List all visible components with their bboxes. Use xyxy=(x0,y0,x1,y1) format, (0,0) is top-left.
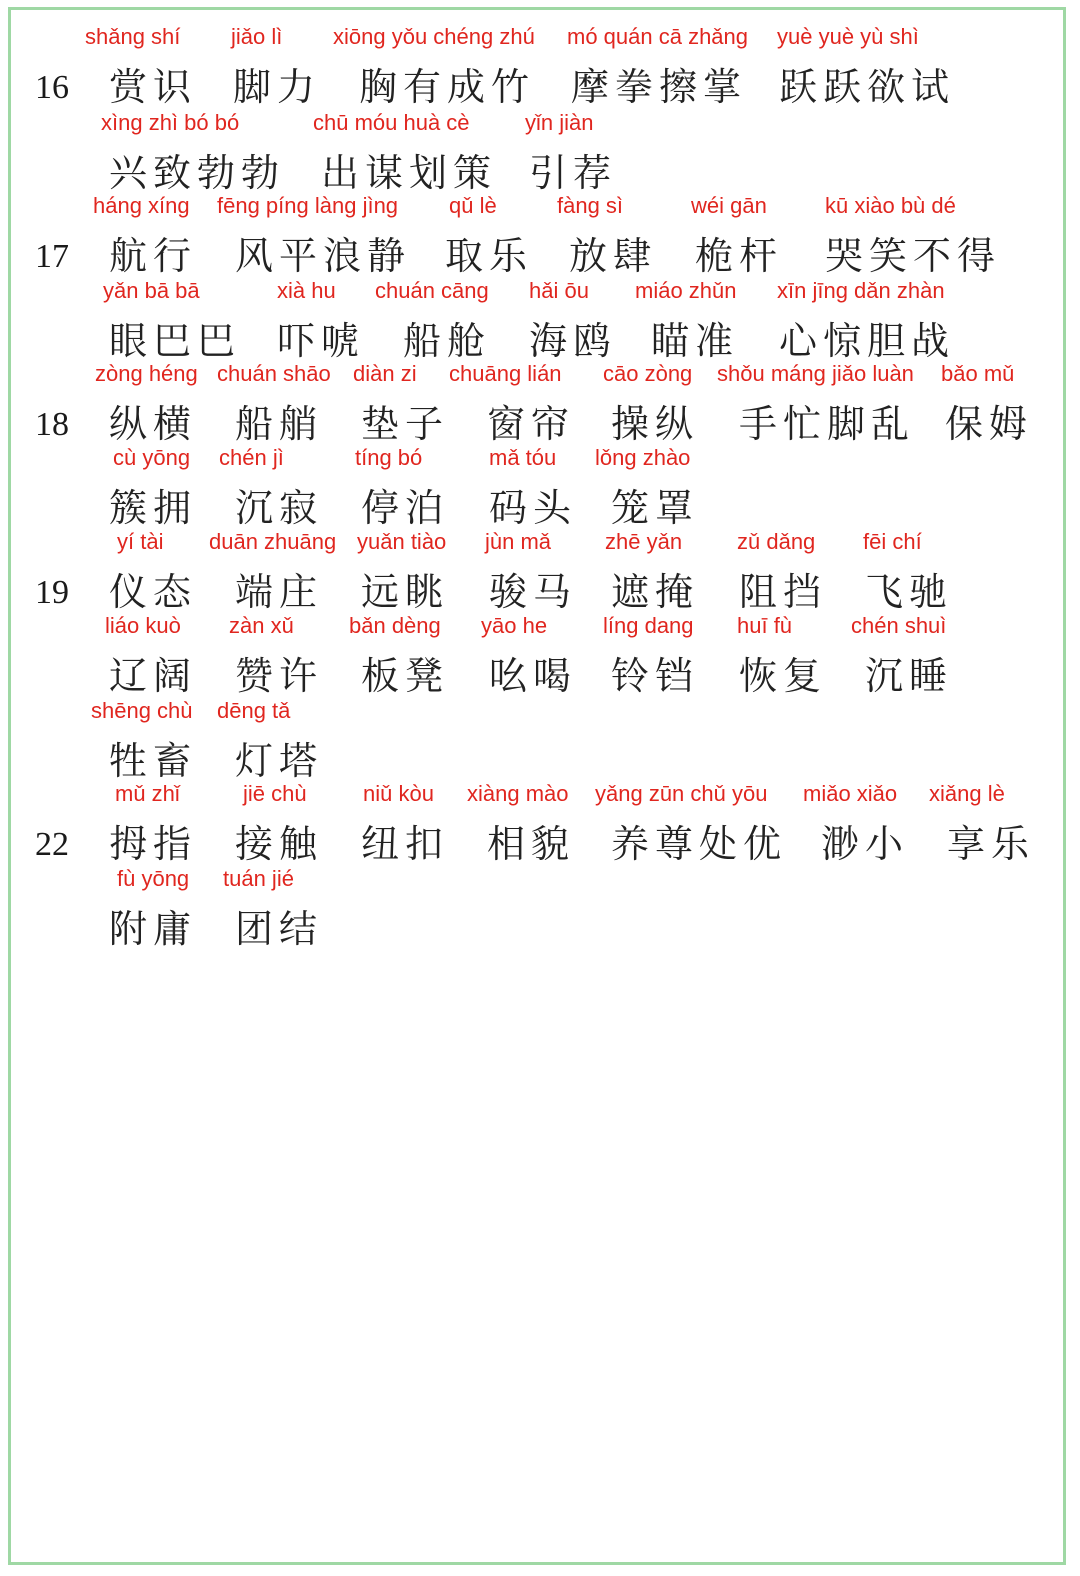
pinyin: kū xiào bù dé xyxy=(825,193,956,218)
hanzi: 跃跃欲试 xyxy=(779,65,956,109)
pinyin: yǐn jiàn xyxy=(525,110,594,135)
lesson-number: 16 xyxy=(35,69,69,106)
hanzi: 拇指 xyxy=(109,822,198,866)
hanzi: 团结 xyxy=(235,907,324,951)
hanzi: 飞驰 xyxy=(865,570,954,614)
pinyin: fàng sì xyxy=(557,193,624,218)
hanzi: 仪态 xyxy=(109,570,198,614)
vocab-row xyxy=(11,445,1063,535)
hanzi: 养尊处优 xyxy=(611,822,788,866)
lesson-number: 22 xyxy=(35,826,69,863)
hanzi: 相貌 xyxy=(487,822,576,866)
hanzi: 脚力 xyxy=(233,65,322,109)
hanzi: 阻挡 xyxy=(739,570,828,614)
vocab-row xyxy=(11,193,1063,283)
hanzi: 吆喝 xyxy=(489,654,578,698)
hanzi: 附庸 xyxy=(109,907,198,951)
pinyin: chuāng lián xyxy=(449,361,562,386)
hanzi: 牲畜 xyxy=(109,739,198,783)
pinyin: zòng héng xyxy=(95,361,198,386)
pinyin: xiōng yǒu chéng zhú xyxy=(333,24,535,49)
pinyin: qǔ lè xyxy=(449,193,497,218)
pinyin: yuǎn tiào xyxy=(357,529,447,554)
hanzi: 引荐 xyxy=(529,151,618,195)
pinyin: jiǎo lì xyxy=(231,24,283,49)
hanzi: 辽阔 xyxy=(109,654,198,698)
hanzi: 窗帘 xyxy=(487,402,576,446)
pinyin: huī fù xyxy=(737,613,793,638)
vocab-row xyxy=(11,24,1063,114)
pinyin: wéi gān xyxy=(691,193,767,218)
pinyin: shǒu máng jiǎo luàn xyxy=(717,361,914,386)
pinyin: shēng chù xyxy=(91,698,193,723)
pinyin: tuán jié xyxy=(223,866,294,891)
pinyin: duān zhuāng xyxy=(209,529,337,554)
pinyin: zàn xǔ xyxy=(229,613,294,638)
hanzi: 航行 xyxy=(109,234,198,278)
pinyin: yí tài xyxy=(117,529,164,554)
hanzi: 赏识 xyxy=(109,65,198,109)
hanzi: 海鸥 xyxy=(529,319,618,363)
pinyin: tíng bó xyxy=(355,445,423,470)
hanzi: 远眺 xyxy=(361,570,450,614)
hanzi: 垫子 xyxy=(361,402,450,446)
pinyin: fēi chí xyxy=(863,529,922,554)
vocab-row xyxy=(11,361,1063,451)
hanzi: 兴致勃勃 xyxy=(109,151,286,195)
pinyin: niǔ kòu xyxy=(363,781,434,806)
pinyin: mó quán cā zhǎng xyxy=(567,24,749,49)
pinyin: fù yōng xyxy=(117,866,190,891)
hanzi: 出谋划策 xyxy=(321,151,498,195)
hanzi: 哭笑不得 xyxy=(825,234,1002,278)
hanzi: 眼巴巴 xyxy=(109,319,242,363)
hanzi: 手忙脚乱 xyxy=(739,402,916,446)
hanzi: 纽扣 xyxy=(361,822,450,866)
hanzi: 沉寂 xyxy=(235,486,324,530)
pinyin: hǎi ōu xyxy=(529,278,589,303)
hanzi: 操纵 xyxy=(611,402,700,446)
hanzi: 簇拥 xyxy=(109,486,198,530)
vocab-row xyxy=(11,698,1063,788)
hanzi: 船艄 xyxy=(235,402,324,446)
pinyin: shǎng shí xyxy=(85,24,181,49)
pinyin: xiǎng lè xyxy=(929,781,1005,806)
pinyin: mǔ zhǐ xyxy=(115,781,180,806)
hanzi: 铃铛 xyxy=(611,654,700,698)
pinyin: xìng zhì bó bó xyxy=(101,110,240,135)
hanzi: 心惊胆战 xyxy=(779,319,956,363)
pinyin: chuán cāng xyxy=(375,278,489,303)
vocab-row xyxy=(11,529,1063,619)
hanzi: 灯塔 xyxy=(235,739,324,783)
hanzi: 渺小 xyxy=(821,822,910,866)
vocab-row xyxy=(11,613,1063,703)
hanzi: 风平浪静 xyxy=(235,234,412,278)
pinyin: yǎng zūn chǔ yōu xyxy=(595,781,768,806)
hanzi: 胸有成竹 xyxy=(359,65,536,109)
hanzi: 赞许 xyxy=(235,654,324,698)
hanzi: 纵横 xyxy=(109,402,198,446)
pinyin: jiē chù xyxy=(243,781,307,806)
pinyin: chén jì xyxy=(219,445,284,470)
pinyin: yuè yuè yù shì xyxy=(777,24,919,49)
pinyin: chuán shāo xyxy=(217,361,331,386)
vocab-row xyxy=(11,278,1063,368)
lesson-number: 17 xyxy=(35,238,69,275)
hanzi: 停泊 xyxy=(361,486,450,530)
hanzi: 享乐 xyxy=(947,822,1036,866)
vocab-row xyxy=(11,866,1063,956)
pinyin: yāo he xyxy=(481,613,548,638)
hanzi: 恢复 xyxy=(739,654,828,698)
hanzi: 码头 xyxy=(489,486,578,530)
pinyin: líng dang xyxy=(603,613,694,638)
pinyin: yǎn bā bā xyxy=(103,278,200,303)
pinyin: cù yōng xyxy=(113,445,191,470)
pinyin: bǎn dèng xyxy=(349,613,441,638)
pinyin: zǔ dǎng xyxy=(737,529,816,554)
hanzi: 板凳 xyxy=(361,654,450,698)
pinyin: fēng píng làng jìng xyxy=(217,193,399,218)
page-border xyxy=(8,7,1066,1565)
hanzi: 保姆 xyxy=(945,402,1034,446)
pinyin: zhē yǎn xyxy=(605,529,683,554)
hanzi: 沉睡 xyxy=(865,654,954,698)
pinyin: miǎo xiǎo xyxy=(803,781,898,806)
pinyin: háng xíng xyxy=(93,193,190,218)
hanzi: 端庄 xyxy=(235,570,324,614)
hanzi: 骏马 xyxy=(489,570,578,614)
pinyin: jùn mǎ xyxy=(485,529,552,554)
vocab-row xyxy=(11,110,1063,200)
hanzi: 笼罩 xyxy=(611,486,700,530)
pinyin: mǎ tóu xyxy=(489,445,557,470)
lesson-number: 19 xyxy=(35,574,69,611)
hanzi: 遮掩 xyxy=(611,570,700,614)
pinyin: dēng tǎ xyxy=(217,698,291,723)
hanzi: 桅杆 xyxy=(695,234,784,278)
pinyin: miáo zhǔn xyxy=(635,278,737,303)
hanzi: 摩拳擦掌 xyxy=(571,65,748,109)
pinyin: diàn zi xyxy=(353,361,417,386)
vocab-row xyxy=(11,781,1063,871)
hanzi: 瞄准 xyxy=(651,319,740,363)
pinyin: xīn jīng dǎn zhàn xyxy=(777,278,945,303)
pinyin: xià hu xyxy=(277,278,336,303)
hanzi: 吓唬 xyxy=(277,319,366,363)
pinyin: lǒng zhào xyxy=(595,445,691,470)
hanzi: 取乐 xyxy=(445,234,534,278)
hanzi: 接触 xyxy=(235,822,324,866)
pinyin: cāo zòng xyxy=(603,361,693,386)
pinyin: bǎo mǔ xyxy=(941,361,1015,386)
hanzi: 放肆 xyxy=(569,234,658,278)
hanzi: 船舱 xyxy=(403,319,492,363)
pinyin: liáo kuò xyxy=(105,613,181,638)
pinyin: chén shuì xyxy=(851,613,947,638)
pinyin: chū móu huà cè xyxy=(313,110,470,135)
pinyin: xiàng mào xyxy=(467,781,569,806)
lesson-number: 18 xyxy=(35,406,69,443)
